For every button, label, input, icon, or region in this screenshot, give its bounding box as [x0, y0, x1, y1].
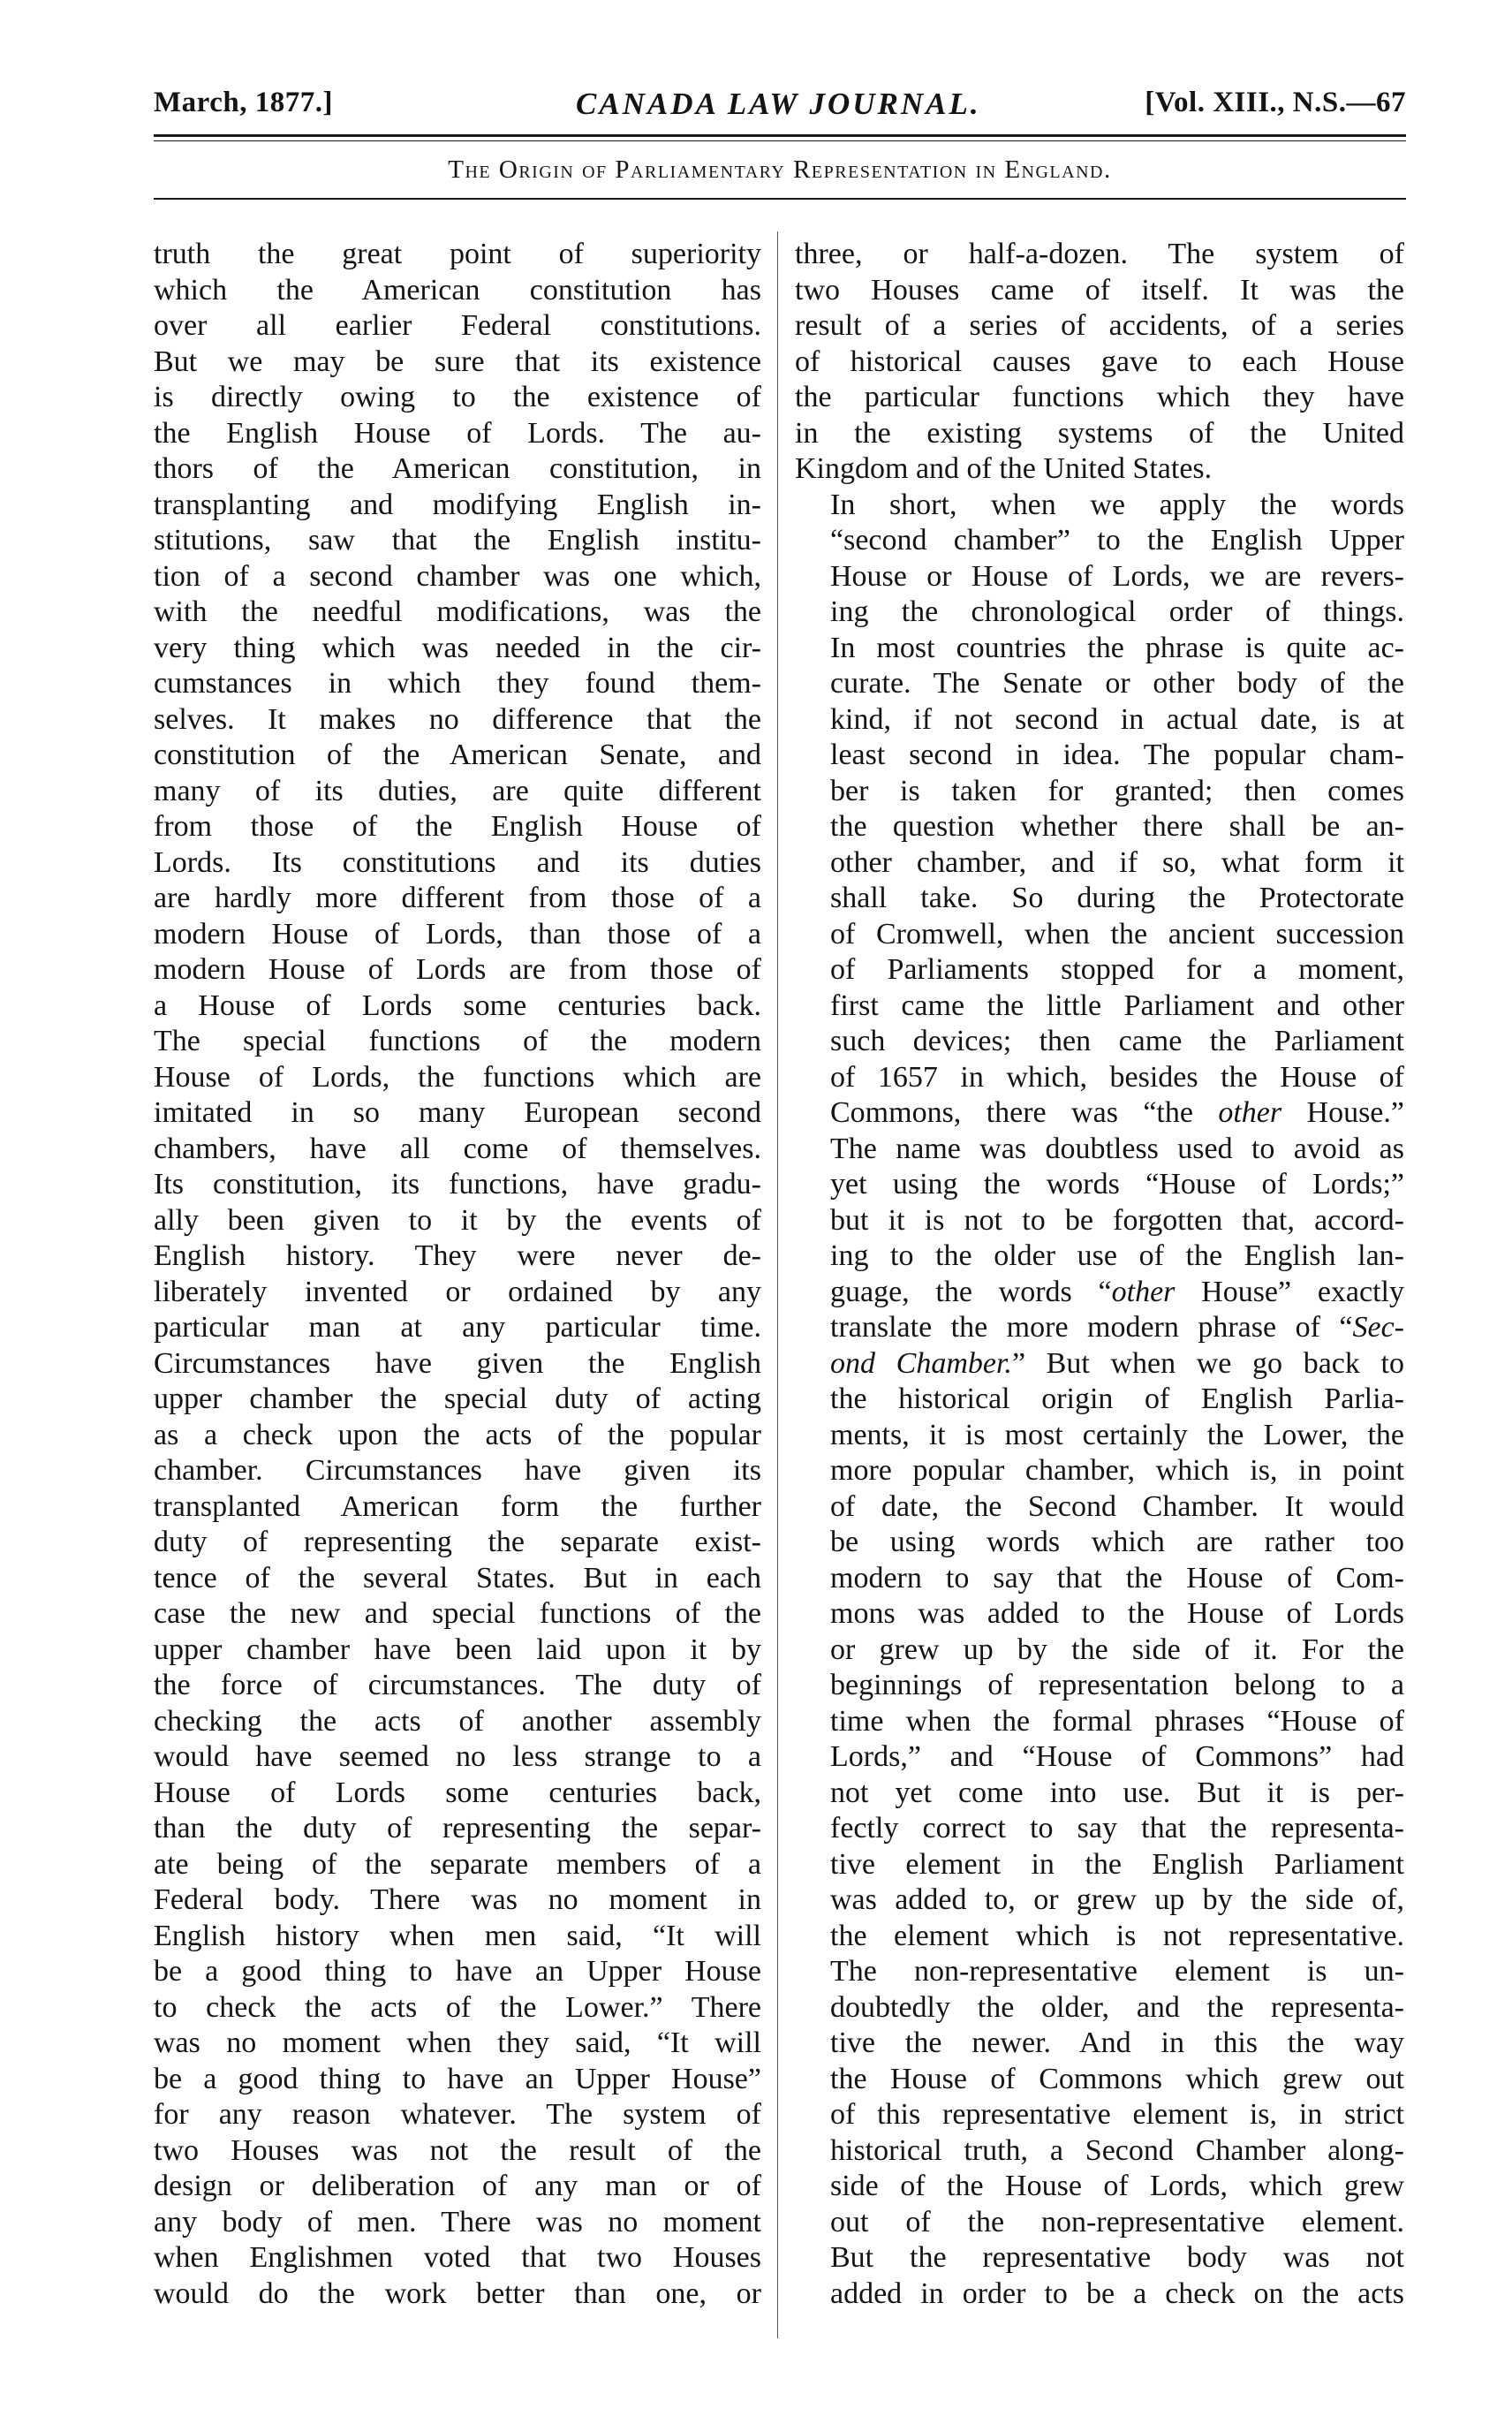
- text-line: ber is taken for granted; then comes: [830, 774, 1404, 807]
- right-column: [795, 237, 1404, 2312]
- text-line: transplanting and modifying English in-: [154, 488, 761, 521]
- text-line: modern House of Lords, than those of a: [154, 917, 761, 951]
- text-line: to check the acts of the Lower.” There: [154, 1990, 761, 2024]
- text-line: two Houses was not the result of the: [154, 2133, 761, 2167]
- text-line: liberately invented or ordained by any: [154, 1275, 761, 1308]
- left-column: [154, 237, 761, 2312]
- text-line: doubtedly the older, and the representa-: [830, 1990, 1404, 2024]
- text-line: tive the newer. And in this the way: [830, 2026, 1404, 2059]
- text-line: of historical causes gave to each House: [795, 345, 1404, 378]
- text-line: than the duty of representing the separ-: [154, 1812, 761, 1845]
- text-line: House of Lords some centuries back,: [154, 1776, 761, 1809]
- issue-date: March, 1877.]: [154, 87, 333, 118]
- text-line: thors of the American constitution, in: [154, 452, 761, 485]
- text-line: guage, the words “other House” exactly: [830, 1275, 1405, 1308]
- text-line: be a good thing to have an Upper House”: [154, 2062, 761, 2095]
- text-line: the English House of Lords. The au-: [154, 416, 761, 450]
- text-line: such devices; then came the Parliament: [830, 1025, 1404, 1057]
- text-line: out of the non-representative element.: [830, 2205, 1404, 2238]
- text-line: are hardly more different from those of a: [154, 882, 761, 914]
- text-line: cumstances in which they found them-: [154, 667, 761, 700]
- text-line: chambers, have all come of themselves.: [154, 1132, 761, 1165]
- text-line: But the representative body was not: [830, 2241, 1404, 2274]
- text-line: many of its duties, are quite different: [154, 774, 761, 807]
- text-line: result of a series of accidents, of a series: [795, 309, 1404, 342]
- text-line: side of the House of Lords, which grew: [830, 2170, 1404, 2202]
- text-line: historical truth, a Second Chamber along-: [830, 2133, 1404, 2167]
- text-line: chamber. Circumstances have given its: [154, 1454, 761, 1487]
- text-line: tive element in the English Parliament: [830, 1847, 1404, 1881]
- paragraph-continuation: [795, 237, 1404, 488]
- text-line: upper chamber the special duty of acting: [154, 1382, 761, 1415]
- text-line: when Englishmen voted that two Houses: [154, 2241, 761, 2274]
- running-header: [154, 87, 1406, 136]
- text-line: case the new and special functions of the: [154, 1597, 761, 1630]
- text-line: duty of representing the separate exist-: [154, 1526, 761, 1558]
- text-line: added in order to be a check on the acts: [830, 2276, 1404, 2310]
- header-rule-thick: [154, 134, 1406, 137]
- text-line: Commons, there was “the other House.”: [830, 1096, 1404, 1129]
- text-line: shall take. So during the Protectorate: [830, 882, 1404, 914]
- text-line: modern House of Lords are from those of: [154, 953, 761, 986]
- text-line: English history. They were never de-: [154, 1239, 761, 1272]
- text-line: from those of the English House of: [154, 810, 761, 843]
- text-line: or grew up by the side of it. For the: [830, 1632, 1404, 1666]
- text-line: of date, the Second Chamber. It would: [830, 1489, 1404, 1523]
- text-line: but it is not to be forgotten that, accord-: [830, 1203, 1404, 1237]
- text-line: upper chamber have been laid upon it by: [154, 1632, 761, 1666]
- text-line: any body of men. There was no moment: [154, 2205, 761, 2238]
- text-line: the force of circumstances. The duty of: [154, 1669, 761, 1701]
- text-line: of this representative element is, in strict: [830, 2098, 1404, 2131]
- volume-page-number: [Vol. XIII., N.S.—67: [1145, 87, 1406, 118]
- text-line: of Cromwell, when the ancient succession: [830, 917, 1404, 951]
- text-line: constitution of the American Senate, and: [154, 739, 761, 771]
- text-line: stitutions, saw that the English institu-: [154, 524, 761, 557]
- text-line: the element which is not representative.: [830, 1919, 1404, 1952]
- text-line: yet using the words “House of Lords;”: [830, 1168, 1404, 1201]
- text-line: beginnings of representation belong to a: [830, 1669, 1404, 1701]
- text-line: of Parliaments stopped for a moment,: [830, 953, 1404, 986]
- text-line: imitated in so many European second: [154, 1096, 761, 1129]
- text-line: two Houses came of itself. It was the: [795, 273, 1404, 307]
- text-line: is directly owing to the existence of: [154, 381, 761, 413]
- text-line: the particular functions which they have: [795, 381, 1404, 413]
- text-line: particular man at any particular time.: [154, 1311, 761, 1344]
- text-line: The special functions of the modern: [154, 1025, 761, 1057]
- header-rule-thin: [154, 140, 1406, 141]
- text-line: English history when men said, “It will: [154, 1919, 761, 1952]
- text-line: the House of Commons which grew out: [830, 2062, 1404, 2095]
- text-line: The non-representative element is un-: [830, 1955, 1404, 1988]
- text-line: mons was added to the House of Lords: [830, 1597, 1404, 1630]
- text-line: But we may be sure that its existence: [154, 345, 761, 378]
- text-line: very thing which was needed in the cir-: [154, 631, 761, 664]
- text-line: time when the formal phrases “House of: [830, 1704, 1404, 1738]
- text-line: Federal body. There was no moment in: [154, 1883, 761, 1916]
- text-line: tence of the several States. But in each: [154, 1561, 761, 1595]
- text-line: fectly correct to say that the representa-: [830, 1812, 1404, 1845]
- text-line: tion of a second chamber was one which,: [154, 559, 761, 593]
- text-line: selves. It makes no difference that the: [154, 702, 761, 736]
- text-line: kind, if not second in actual date, is at: [830, 702, 1404, 736]
- text-line: Circumstances have given the English: [154, 1346, 761, 1380]
- text-line: be a good thing to have an Upper House: [154, 1955, 761, 1988]
- text-line: In short, when we apply the words: [830, 488, 1404, 521]
- text-line: translate the more modern phrase of “Sec-: [830, 1311, 1404, 1344]
- text-line: design or deliberation of any man or of: [154, 2170, 761, 2202]
- text-line: In most countries the phrase is quite ac-: [830, 631, 1404, 664]
- text-line: ing to the older use of the English lan-: [830, 1239, 1404, 1272]
- text-line: first came the little Parliament and other: [830, 989, 1404, 1022]
- text-line: Lords. Its constitutions and its duties: [154, 845, 761, 879]
- text-line: House or House of Lords, we are revers-: [830, 559, 1404, 593]
- text-line: three, or half-a-dozen. The system of: [795, 238, 1404, 270]
- text-line: ally been given to it by the events of: [154, 1203, 761, 1237]
- text-line: transplanted American form the further: [154, 1489, 761, 1523]
- text-line: modern to say that the House of Com-: [830, 1561, 1404, 1595]
- text-line: curate. The Senate or other body of the: [830, 667, 1404, 700]
- text-line: the question whether there shall be an-: [830, 810, 1404, 843]
- text-line: was no moment when they said, “It will: [154, 2026, 761, 2059]
- column-divider: [777, 231, 778, 2338]
- text-line: for any reason whatever. The system of: [154, 2098, 761, 2131]
- text-line: ments, it is most certainly the Lower, the: [830, 1418, 1404, 1451]
- text-line: more popular chamber, which is, in point: [830, 1454, 1404, 1487]
- text-line: least second in idea. The popular cham-: [830, 739, 1404, 771]
- text-line: Lords,” and “House of Commons” had: [830, 1740, 1404, 1773]
- title-rule: [154, 198, 1406, 200]
- text-line: Kingdom and of the United States.: [795, 452, 1213, 485]
- text-line: would have seemed no less strange to a: [154, 1740, 761, 1773]
- text-line: the historical origin of English Parlia-: [830, 1382, 1404, 1415]
- text-line: ate being of the separate members of a: [154, 1847, 761, 1881]
- text-line: checking the acts of another assembly: [154, 1704, 761, 1738]
- journal-title: CANADA LAW JOURNAL.: [576, 87, 981, 121]
- text-line: would do the work better than one, or: [154, 2276, 761, 2310]
- text-line: over all earlier Federal constitutions.: [154, 309, 761, 342]
- text-line: other chamber, and if so, what form it: [830, 845, 1404, 879]
- text-line: truth the great point of superiority: [154, 238, 761, 270]
- text-line: House of Lords, the functions which are: [154, 1060, 761, 1094]
- text-line: in the existing systems of the United: [795, 416, 1404, 450]
- paragraph-second-chamber: [795, 488, 1404, 2313]
- text-line: Its constitution, its functions, have gradu-: [154, 1168, 761, 1201]
- text-line: a House of Lords some centuries back.: [154, 989, 761, 1022]
- text-line: be using words which are rather too: [830, 1526, 1404, 1558]
- text-line: was added to, or grew up by the side of,: [830, 1883, 1404, 1916]
- text-line: “second chamber” to the English Upper: [830, 524, 1404, 557]
- text-line: of 1657 in which, besides the House of: [830, 1060, 1404, 1094]
- text-line: not yet come into use. But it is per-: [830, 1776, 1404, 1809]
- text-line: The name was doubtless used to avoid as: [830, 1132, 1404, 1165]
- text-line: ond Chamber.” But when we go back to: [830, 1346, 1404, 1380]
- article-title: The Origin of Parliamentary Representation in England.: [448, 155, 1112, 184]
- text-line: with the needful modifications, was the: [154, 595, 761, 628]
- text-line: as a check upon the acts of the popular: [154, 1418, 761, 1451]
- text-line: ing the chronological order of things.: [830, 595, 1404, 628]
- text-line: which the American constitution has: [154, 273, 761, 307]
